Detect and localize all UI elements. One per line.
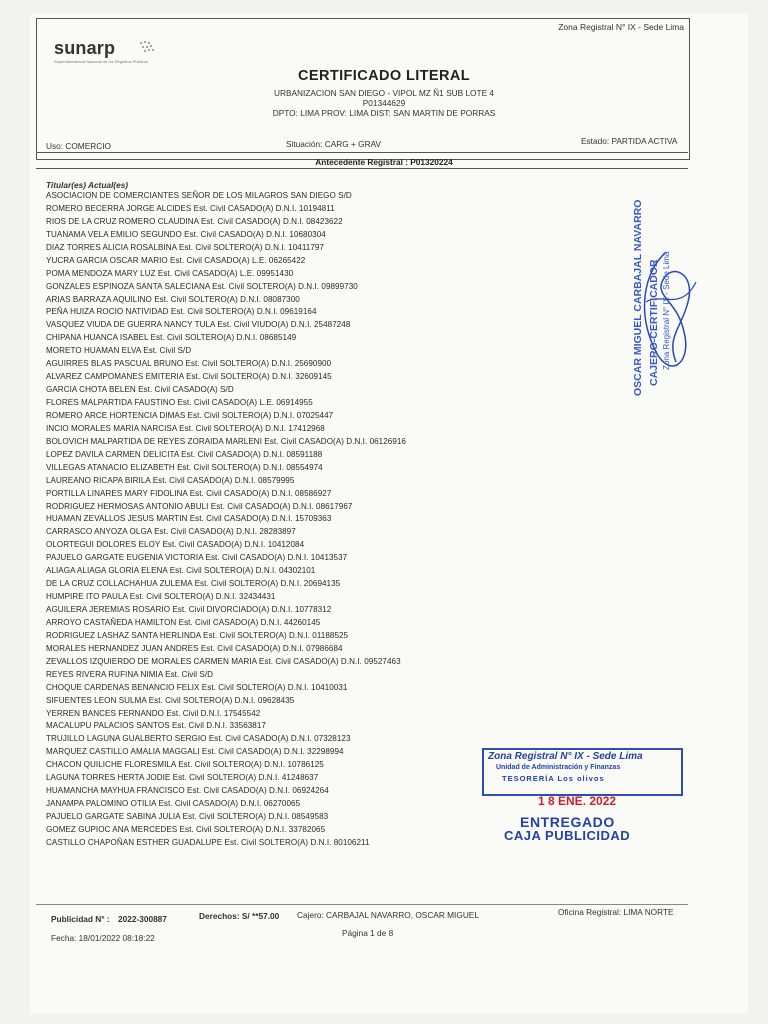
antecedente-divider bbox=[36, 168, 688, 169]
titular-row: RODRIGUEZ LASHAZ SANTA HERLINDA Est. Civil SOLTERO(A) D.N.I. 01188525 bbox=[46, 630, 349, 640]
titular-row: BOLOVICH MALPARTIDA DE REYES ZORAIDA MARLENI Est. Civil CASADO(A) D.N.I. 06126916 bbox=[46, 436, 406, 446]
titular-row: GARCIA CHOTA BELEN Est. Civil CASADO(A) S/D bbox=[46, 385, 234, 395]
titular-row: RIOS DE LA CRUZ ROMERO CLAUDINA Est. Civil CASADO(A) D.N.I. 08423622 bbox=[46, 216, 343, 226]
titular-row: CARRASCO ANYOZA OLGA Est. Civil CASADO(A) D.N.I. 28283897 bbox=[46, 527, 296, 537]
titular-row: HUMPIRE ITO PAULA Est. Civil SOLTERO(A) D.N.I. 32434431 bbox=[46, 592, 276, 602]
titulares-heading: Titular(es) Actual(es) bbox=[46, 180, 129, 190]
derechos-amount: Derechos: S/ **57.00 bbox=[199, 911, 280, 921]
titular-row: ARROYO CASTAÑEDA HAMILTON Est. Civil CASADO(A) D.N.I. 44260145 bbox=[46, 617, 321, 627]
stamp-unidad-line: Unidad de Administración y Finanzas bbox=[496, 764, 621, 771]
titular-row: JANAMPA PALOMINO OTILIA Est. Civil CASADO(A) D.N.I. 06270065 bbox=[46, 799, 301, 809]
stamp-cashier-role: CAJERO-CERTIFICADOR bbox=[648, 259, 660, 386]
titular-row: POMA MENDOZA MARY LUZ Est. Civil CASADO(A) L.E. 09951430 bbox=[46, 268, 294, 278]
issue-date: Fecha: 18/01/2022 08:18:22 bbox=[51, 933, 155, 943]
sunarp-logo bbox=[54, 38, 164, 66]
uso-field: Uso: COMERCIO bbox=[46, 141, 111, 151]
titular-row: VASQUEZ VIUDA DE GUERRA NANCY TULA Est. Civil VIUDO(A) D.N.I. 25487248 bbox=[46, 320, 351, 330]
logo-wordmark: sunarp bbox=[54, 38, 116, 58]
titular-row: FLORES MALPARTIDA FAUSTINO Est. Civil CASADO(A) L.E. 06914955 bbox=[46, 398, 313, 407]
titular-row: CHOQUE CARDENAS BENANCIO FELIX Est. Civil SOLTERO(A) D.N.I. 10410031 bbox=[46, 682, 348, 692]
titular-row: HUAMANCHA MAYHUA FRANCISCO Est. Civil CASADO(A) D.N.I. 06924264 bbox=[46, 786, 329, 796]
footer-divider bbox=[36, 904, 688, 905]
titular-row: GONZALES ESPINOZA SANTA SALECIANA Est. Civil SOLTERO(A) D.N.I. 09899730 bbox=[46, 281, 358, 291]
situacion-field: Situación: CARG + GRAV bbox=[286, 139, 382, 149]
titular-row: RODRIGUEZ HERMOSAS ANTONIO ABULI Est. Civil CASADO(A) D.N.I. 08617967 bbox=[46, 501, 353, 511]
titular-row: MARQUEZ CASTILLO AMALIA MAGGALI Est. Civil CASADO(A) D.N.I. 32298994 bbox=[46, 747, 344, 757]
titular-row: ALIAGA ALIAGA GLORIA ELENA Est. Civil SOLTERO(A) D.N.I. 04302101 bbox=[46, 566, 316, 576]
oficina-registral: Oficina Registral: LIMA NORTE bbox=[558, 907, 674, 917]
stamp-cashier-name: OSCAR MIGUEL CARBAJAL NAVARRO bbox=[632, 199, 644, 396]
titular-row: HUAMAN ZEVALLOS JESUS MARTIN Est. Civil CASADO(A) D.N.I. 15709363 bbox=[46, 514, 332, 524]
titular-row: PEÑA HUIZA ROCIO NATIVIDAD Est. Civil SOLTERO(A) D.N.I. 09619164 bbox=[46, 307, 317, 317]
titular-row: PAJUELO GARGATE SABINA JULIA Est. Civil SOLTERO(A) D.N.I. 08549583 bbox=[46, 812, 329, 821]
titular-row: CHACON QUILICHE FLORESMILA Est. Civil SOLTERO(A) D.N.I. 10786125 bbox=[46, 760, 324, 770]
titular-row: ROMERO BECERRA JORGE ALCIDES Est. Civil CASADO(A) D.N.I. 10194811 bbox=[46, 203, 335, 213]
document-title: CERTIFICADO LITERAL bbox=[298, 68, 470, 84]
estado-field: Estado: PARTIDA ACTIVA bbox=[581, 136, 678, 146]
titular-row: ALVAREZ CAMPOMANES EMITERIA Est. Civil SOLTERO(A) D.N.I. 32609145 bbox=[46, 372, 332, 382]
titulares-list bbox=[46, 190, 406, 850]
titular-row: TRUJILLO LAGUNA GUALBERTO SERGIO Est. Civil CASADO(A) D.N.I. 07328123 bbox=[46, 734, 351, 744]
titular-row: ZEVALLOS IZQUIERDO DE MORALES CARMEN MARIA Est. Civil CASADO(A) D.N.I. 09527463 bbox=[46, 656, 401, 666]
titular-row: YUCRA GARCIA OSCAR MARIO Est. Civil CASADO(A) L.E. 06265422 bbox=[46, 255, 306, 265]
titular-row: ASOCIACION DE COMERCIANTES SEÑOR DE LOS MILAGROS SAN DIEGO S/D bbox=[46, 191, 352, 200]
cashier-signature-stamp bbox=[632, 199, 718, 396]
stamp-entregado: ENTREGADO bbox=[520, 814, 615, 830]
titular-row: ARIAS BARRAZA AQUILINO Est. Civil SOLTERO(A) D.N.I. 08087300 bbox=[46, 294, 300, 304]
logo-dots-icon bbox=[138, 40, 158, 54]
stamp-tesoreria-line: TESORERÍA Los olivos bbox=[502, 774, 605, 783]
zona-registral: Zona Registral N° IX - Sede Lima bbox=[558, 22, 684, 32]
titular-row: LAUREANO RICAPA BIRILA Est. Civil CASADO(A) D.N.I. 08579995 bbox=[46, 475, 295, 485]
titular-row: LAGUNA TORRES HERTA JODIE Est. Civil SOLTERO(A) D.N.I. 41248637 bbox=[46, 773, 319, 783]
titular-row: CASTILLO CHAPOÑAN ESTHER GUADALUPE Est. Civil SOLTERO(A) D.N.I. 80106211 bbox=[46, 837, 370, 847]
property-address: URBANIZACION SAN DIEGO - VIPOL MZ Ñ1 SUB LOTE 4 bbox=[273, 88, 495, 98]
titular-row: PAJUELO GARGATE EUGENIA VICTORIA Est. Civil CASADO(A) D.N.I. 10413537 bbox=[46, 553, 348, 563]
stamp-zona-line: Zona Registral N° IX - Sede Lima bbox=[488, 751, 643, 762]
property-location: DPTO: LIMA PROV: LIMA DIST: SAN MARTIN DE PORRAS bbox=[272, 108, 496, 118]
titular-row: DIAZ TORRES ALICIA ROSALBINA Est. Civil SOLTERO(A) D.N.I. 10411797 bbox=[46, 242, 324, 252]
titular-row: DE LA CRUZ COLLACHAHUA ZULEMA Est. Civil SOLTERO(A) D.N.I. 20694135 bbox=[46, 579, 341, 589]
titular-row: OLORTEGUI DOLORES ELOY Est. Civil CASADO(A) D.N.I. 10412084 bbox=[46, 540, 305, 550]
titular-row: TUANAMA VELA EMILIO SEGUNDO Est. Civil CASADO(A) D.N.I. 10680304 bbox=[46, 229, 326, 239]
publicidad-number: 2022-300887 bbox=[118, 914, 167, 924]
titular-row: MORETO HUAMAN ELVA Est. Civil S/D bbox=[46, 346, 192, 356]
cajero-name: Cajero: CARBAJAL NAVARRO, OSCAR MIGUEL bbox=[297, 910, 479, 920]
stamp-cashier-zone: Zona Registral N° IX - Sede Lima bbox=[662, 251, 671, 370]
page-number: Página 1 de 8 bbox=[342, 928, 394, 938]
logo-subtitle: Superintendencia Nacional de los Registros Públicos bbox=[54, 59, 148, 64]
tesoreria-stamp bbox=[482, 748, 682, 848]
stamp-caja-publicidad: CAJA PUBLICIDAD bbox=[504, 828, 631, 843]
titular-row: MORALES HERNANDEZ JUAN ANDRES Est. Civil CASADO(A) D.N.I. 07986684 bbox=[46, 643, 343, 653]
partida-number: P01344629 bbox=[362, 98, 406, 108]
titular-row: GOMEZ GUPIOC ANA MERCEDES Est. Civil SOLTERO(A) D.N.I. 33782065 bbox=[46, 824, 326, 834]
antecedente-registral: Antecedente Registral : P01320224 bbox=[315, 157, 453, 167]
titular-row: ROMERO ARCE HORTENCIA DIMAS Est. Civil SOLTERO(A) D.N.I. 07025447 bbox=[46, 410, 334, 420]
titular-row: REYES RIVERA RUFINA NIMIA Est. Civil S/D bbox=[46, 669, 214, 679]
titular-row: VILLEGAS ATANACIO ELIZABETH Est. Civil SOLTERO(A) D.N.I. 08554974 bbox=[46, 462, 323, 472]
titular-row: AGUILERA JEREMIAS ROSARIO Est. Civil DIVORCIADO(A) D.N.I. 10778312 bbox=[46, 605, 332, 614]
titular-row: MACALUPU PALACIOS SANTOS Est. Civil D.N.I. 33563817 bbox=[46, 721, 266, 731]
titular-row: CHIPANA HUANCA ISABEL Est. Civil SOLTERO(A) D.N.I. 08685149 bbox=[46, 333, 297, 343]
titular-row: INCIO MORALES MARIA NARCISA Est. Civil SOLTERO(A) D.N.I. 17412968 bbox=[46, 423, 325, 433]
stamp-date: 1 8 ENE. 2022 bbox=[538, 794, 617, 808]
titular-row: LOPEZ DAVILA CARMEN DELICITA Est. Civil CASADO(A) D.N.I. 08591188 bbox=[46, 449, 323, 459]
titular-row: AGUIRRES BLAS PASCUAL BRUNO Est. Civil SOLTERO(A) D.N.I. 25690900 bbox=[46, 359, 332, 369]
publicidad-label: Publicidad N° : bbox=[51, 914, 110, 924]
header-divider bbox=[36, 152, 688, 153]
titular-row: SIFUENTES LEON SULMA Est. Civil SOLTERO(A) D.N.I. 09628435 bbox=[46, 695, 295, 705]
titular-row: PORTILLA LINARES MARY FIDOLINA Est. Civil CASADO(A) D.N.I. 08586927 bbox=[46, 488, 332, 498]
titular-row: YERREN BANCES FERNANDO Est. Civil D.N.I. 17545542 bbox=[46, 708, 261, 718]
